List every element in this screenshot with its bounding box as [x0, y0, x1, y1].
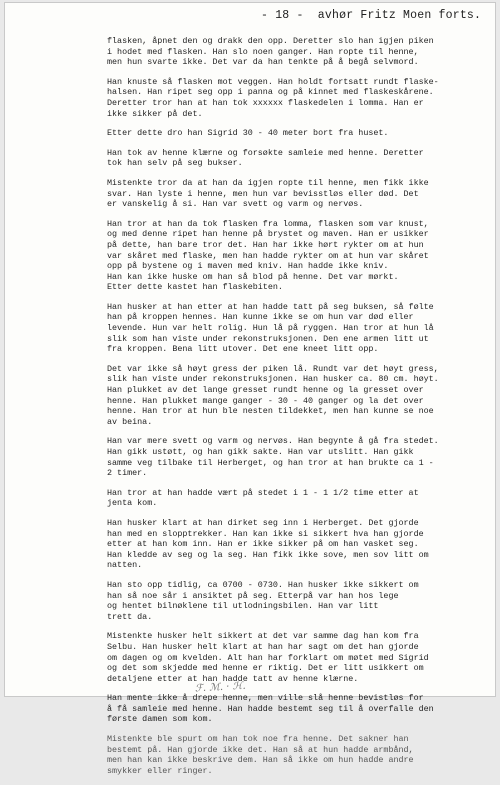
paragraph: Etter dette dro han Sigrid 30 - 40 meter bort fra huset. — [107, 128, 389, 139]
paragraph: Han mente ikke å drepe henne, men ville slå henne bevistløs for å få samleie med henne. Han hadde bestemt seg til å overfalle den første damen som kom. — [107, 693, 434, 725]
paragraph: flasken, åpnet den og drakk den opp. Deretter slo han igjen piken i hodet med flasken. Han slo noen ganger. Han ropte til henne, men hun svarte ikke. Det var da han tenkte på å begå selvmord. — [107, 36, 434, 68]
paragraph: Mistenkte husker helt sikkert at det var samme dag han kom fra Selbu. Han husker helt klart at han har sagt om det han gjorde om dagen og om kvelden. Alt han har forklart om møtet med Sigrid og det som skjedde med henne er riktig. Det er litt usikkert om detaljene etter at han hadde tatt av henne klærne. — [107, 631, 429, 684]
paragraph: Mistenkte ble spurt om han tok noe fra henne. Det sakner han bestemt på. Han gjorde ikke det. Han så at hun hadde armbånd, men han kan ikke beskrive dem. Han så ikke om hun hadde andre smykker eller ringer. — [107, 734, 414, 776]
paragraph: Det var ikke så høyt gress der piken lå. Rundt var det høyt gress, slik han viste under rekonstruksjonen. Han husker ca. 80 cm. høyt. Han plukket av det lange gresset rundt henne og la gresset over henne. Han plukket mange ganger - 30 - 40 ganger og la det over henne. Han tror at hun ble nesten tildekket, men han kunne se noe av beina. — [107, 363, 439, 427]
paragraph: Han knuste så flasken mot veggen. Han holdt fortsatt rundt flaske- halsen. Han ripet seg opp i panna og på kinnet med flaskeskårene. Deretter tror han at han tok xxxxxx flaskedelen i lomma. Han er ikke sikker på det. — [107, 76, 439, 119]
paragraph: Han sto opp tidlig, ca 0700 - 0730. Han husker ikke sikkert om han så noe sår i ansiktet på seg. Etterpå var han hos lege og hentet bilnøklene til utlodningsbilen. Han var litt trett da. — [107, 579, 419, 622]
paragraph: Han tok av henne klærne og forsøkte samleie med henne. Deretter tok han selv på seg bukser. — [107, 147, 424, 169]
paragraph: Han tror at han hadde vært på stedet i 1 - 1 1/2 time etter at jenta kom. — [107, 487, 419, 509]
paragraph: Han husker at han etter at han hadde tatt på seg buksen, så følte han på kroppen hennes. Han kunne ikke se om hun var død eller levende. Hun var helt rolig. Hun lå på ryggen. Han tror at hun lå slik som han viste under rekonstruksjonen. Den ene armen litt ut fra kroppen. Bena litt utover. Det ene kneet litt opp. — [107, 301, 434, 355]
document-page — [4, 2, 496, 776]
handwritten-signature: ℱ. ℳ. · ℋ. — [194, 680, 246, 695]
paragraph: Han var mere svett og varm og nervøs. Han begynte å gå fra stedet. Han gikk ustøtt, og han gikk sakte. Han var utslitt. Han gikk samme veg tilbake til Herberget, og han tror at han brukte ca 1 - 2 timer. — [107, 436, 439, 479]
paragraph: Han husker klart at han dirket seg inn i Herberget. Det gjorde han med en slopptrekker. Han kan ikke si sikkert hva han gjorde etter at han kom inn. Han er ikke sikker på om han vasket seg. Han kledde av seg og la seg. Han fikk ikke sove, men sov litt om natten. — [107, 517, 429, 571]
document-body — [107, 36, 491, 785]
paragraph: Mistenkte tror da at han da igjen ropte til henne, men fikk ikke svar. Han lyste i henne, men hun var bevisstløs eller død. Det er vanskelig å si. Han var svett og varm og nervøs. — [107, 177, 429, 210]
page-header: - 18 - avhør Fritz Moen forts. — [261, 9, 482, 22]
paragraph: Han tror at han da tok flasken fra lomma, flasken som var knust, og med denne ripet han henne på brystet og maven. Han er usikker på dette, han bare tror det. Han har ikke hørt rykter om at hun var skåret med flaske, men han hadde rykter om at hun var skåret opp på bystene og i maven med kniv. Han hadde ikke kniv. Han kan ikke huske om han så blod på henne. Det var mørkt. Etter dette kastet han flaskebiten. — [107, 218, 429, 293]
